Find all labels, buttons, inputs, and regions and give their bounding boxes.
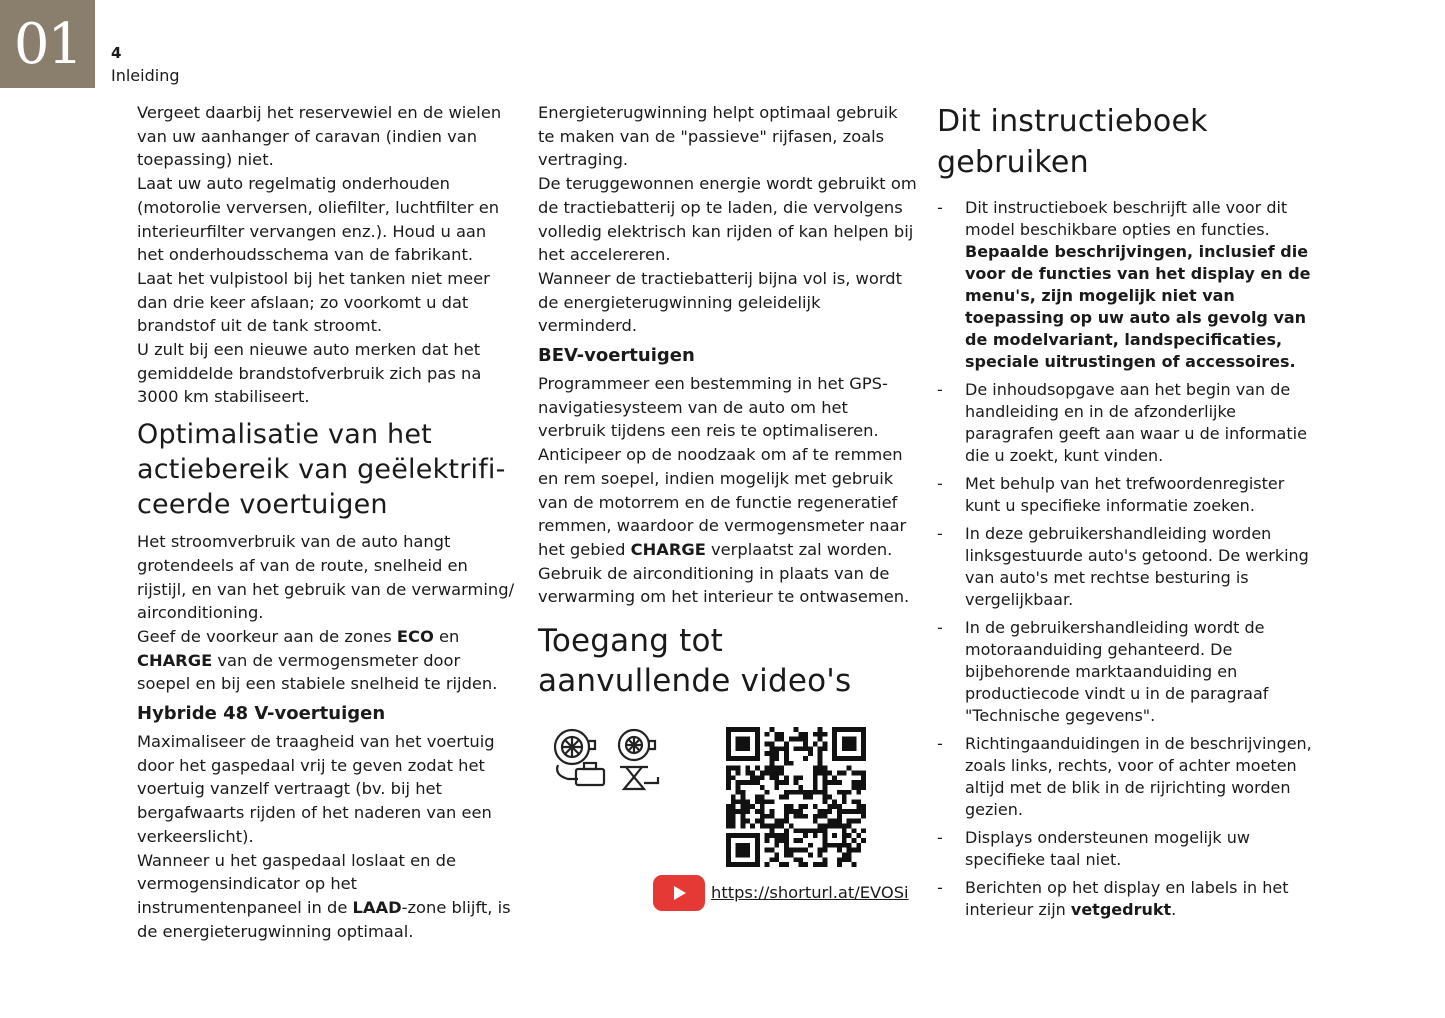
- column-left: [137, 101, 517, 943]
- chapter-number: 01: [13, 11, 82, 77]
- qr-code-icon: [726, 727, 866, 867]
- video-media-block: [538, 715, 918, 915]
- tyre-repair-kit-icon: [555, 730, 604, 785]
- manual-usage-list: [937, 197, 1317, 921]
- paragraph: Laat uw auto regelmatig onderhouden (motorolie verversen, oliefilter, luchtfilter en interieurfilter vervangen enz.). Houd u aan het onderhoudsschema van de fabrikant.: [137, 174, 500, 265]
- list-item: - Met behulp van het trefwoordenregister kunt u specifieke informatie zoeken.: [937, 474, 1285, 515]
- paragraph: Programmeer een bestemming in het GPS-navigatiesysteem van de auto om het verbruik tijdens een reis te optimaliseren.: [538, 374, 888, 441]
- list-item: - Displays ondersteunen mogelijk uw specifieke taal niet.: [937, 828, 1250, 869]
- paragraph: Energieterugwinning helpt optimaal gebruik te maken van de "passieve" rijfasen, zoals vertraging.: [538, 103, 898, 170]
- paragraph: Geef de voorkeur aan de zones ECO en CHARGE van de vermogensmeter door soepel en bij een stabiele snelheid te rijden.: [137, 626, 498, 694]
- list-item: - De inhoudsopgave aan het begin van de handleiding en in de afzonderlijke paragrafen geeft aan waar u de informatie die u zoekt, kunt vinden.: [937, 380, 1307, 465]
- heading-bev: BEV-voertuigen: [538, 345, 695, 367]
- heading-hybrid: Hybride 48 V-voertuigen: [137, 703, 386, 725]
- heading-videos: Toegang tot aanvullende video's: [538, 623, 852, 700]
- list-item: - Richtingaanduidingen in de beschrijvingen, zoals links, rechts, voor of achter moeten altijd met de blik in de rijrichting worden gezien.: [937, 734, 1312, 819]
- list-item: - In de gebruikershandleiding wordt de motoraanduiding gehanteerd. De bijbehorende marktaanduiding en productiecode vindt u in de paragraaf "Technische gegevens".: [937, 618, 1269, 725]
- video-link-row[interactable]: [653, 875, 909, 911]
- bold-charge: CHARGE: [137, 650, 213, 670]
- wheel-jack-icon: [619, 730, 658, 789]
- youtube-play-icon[interactable]: [653, 875, 705, 911]
- bold-text: vetgedrukt: [1070, 900, 1172, 919]
- paragraph: Anticipeer op de noodzaak om af te remmen en rem soepel, indien mogelijk met gebruik van de motorrem en de functie regeneratief remmen, waardoor de vermogensmeter naar het gebied CHARGE verplaatst zal worden.: [538, 445, 907, 559]
- paragraph: Wanneer de tractiebatterij bijna vol is, wordt de energieterugwinning geleidelijk verminderd.: [538, 268, 902, 336]
- paragraph: Laat het vulpistool bij het tanken niet meer dan drie keer afslaan; zo voorkomt u dat brandstof uit de tank stroomt.: [137, 268, 490, 336]
- bold-text: Bepaalde beschrijvingen, inclusief die voor de functies van het display en de menu's, zijn mogelijk niet van toepassing op uw auto als gevolg van de modelvariant, landspecificaties, speciale uitrustingen of accessoires.: [965, 242, 1311, 371]
- paragraph: Het stroomverbruik van de auto hangt grotendeels af van de route, snelheid en rijstijl, en van het gebruik van de verwarming/ airconditioning.: [137, 532, 515, 623]
- tyre-repair-and-jack-icons: [550, 727, 680, 797]
- paragraph: Vergeet daarbij het reservewiel en de wielen van uw aanhanger of caravan (indien van toepassing) niet.: [137, 103, 502, 170]
- bold-eco: ECO: [396, 626, 434, 646]
- paragraph: De teruggewonnen energie wordt gebruikt om de tractiebatterij op te laden, die vervolgens volledig elektrisch kan rijden of kan helpen bij het accelereren.: [538, 174, 917, 265]
- page-number: 4: [111, 44, 122, 62]
- list-item: - Dit instructieboek beschrijft alle voor dit model beschikbare opties en functies. Bepaalde beschrijvingen, inclusief die voor de functies van het display en de menu's, zijn mogelijk niet van toepassing op uw auto als gevolg van de modelvariant, landspecificaties, speciale uitrustingen of accessoires.: [937, 198, 1311, 371]
- bold-charge: CHARGE: [630, 539, 706, 559]
- list-item: - Berichten op het display en labels in het interieur zijn vetgedrukt.: [937, 878, 1289, 919]
- section-title: Inleiding: [111, 66, 180, 85]
- bold-laad: LAAD: [352, 897, 402, 917]
- paragraph: Wanneer u het gaspedaal loslaat en de vermogensindicator op het instrumentenpaneel in de LAAD-zone blijft, is de energieterugwinning optimaal.: [137, 850, 511, 941]
- column-right: [937, 101, 1317, 927]
- paragraph: Maximaliseer de traagheid van het voertuig door het gaspedaal vrij te geven zodat het voertuig vanzelf vertraagt (bv. bij het bergafwaarts rijden of het naderen van een verkeerslicht).: [137, 732, 495, 846]
- heading-using-manual: Dit instructieboek gebruiken: [937, 104, 1208, 180]
- column-middle: [538, 101, 918, 915]
- heading-range-optimisation: Optimalisatie van het actiebereik van geëlektrifi-ceerde voertuigen: [137, 419, 506, 521]
- list-item: - In deze gebruikershandleiding worden linksgestuurde auto's getoond. De werking van auto's met rechtse besturing is vergelijkbaar.: [937, 524, 1309, 609]
- video-link[interactable]: https://shorturl.at/EVOSi: [711, 883, 909, 903]
- paragraph: Gebruik de airconditioning in plaats van de verwarming om het interieur te ontwasemen.: [538, 563, 910, 607]
- paragraph: U zult bij een nieuwe auto merken dat het gemiddelde brandstofverbruik zich pas na 3000 km stabiliseert.: [137, 340, 482, 407]
- chapter-badge: [0, 0, 95, 88]
